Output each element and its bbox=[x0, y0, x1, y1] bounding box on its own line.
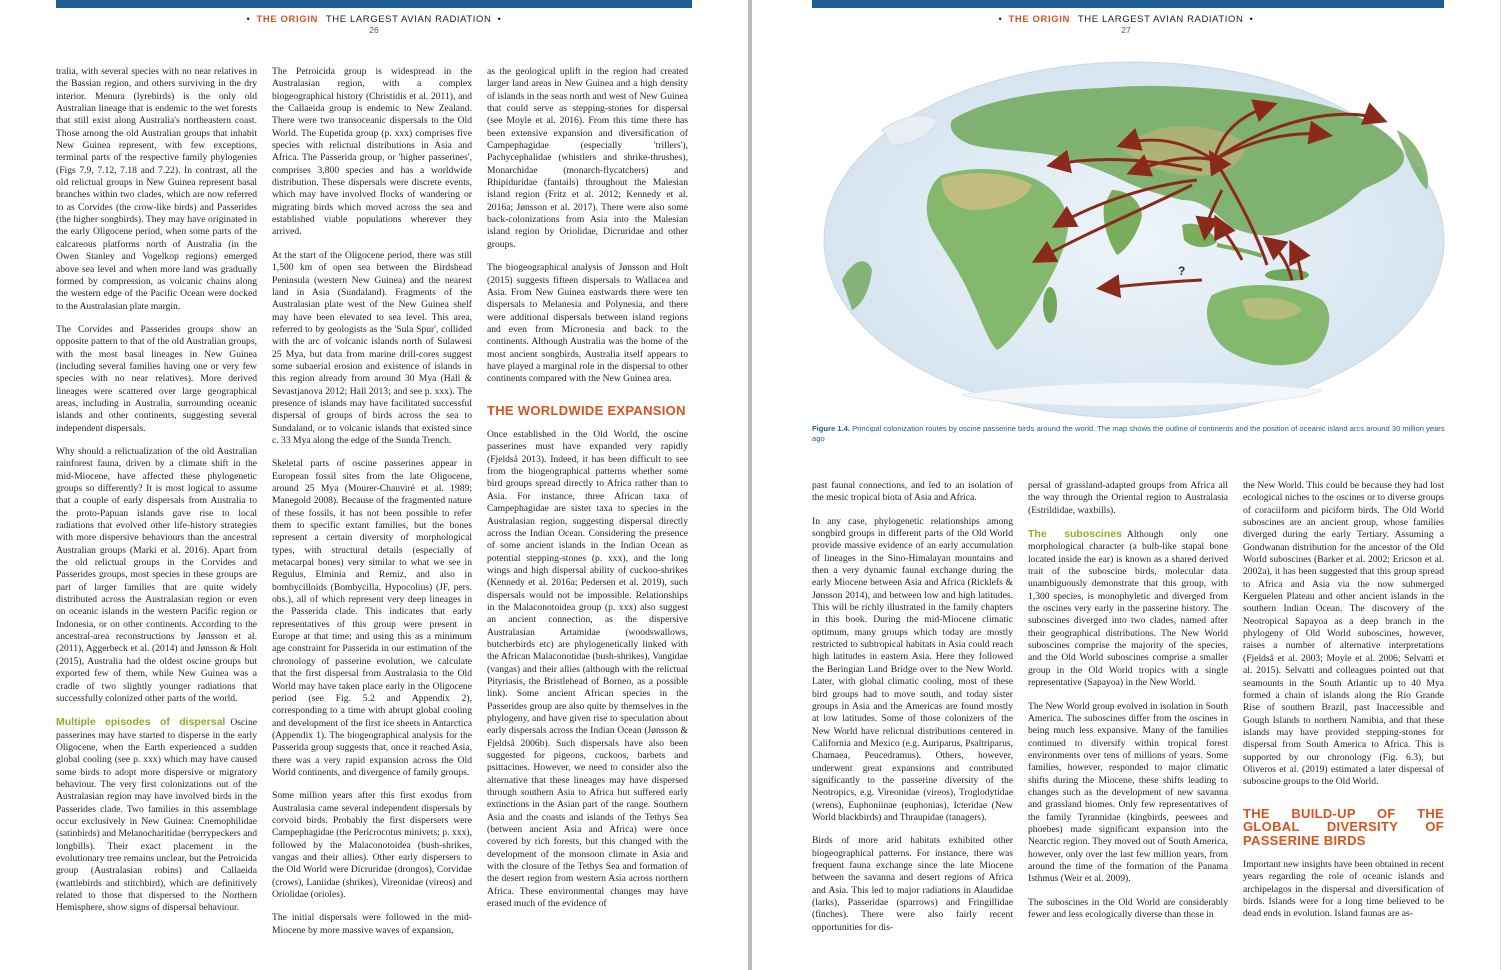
madagascar bbox=[1043, 287, 1057, 323]
paragraph: tralia, with several species with no near relatives in the Bassian region, and others surviving in the dry interior. Menura (lyrebirds) is the only old Australian lineage that is endemic to the wet forests that still exist along Australia's northeastern coast. Those among the old Australian groups that inhabit New Guinea represent, with few exceptions, terminal parts of the respective family phylogenies (Figs 7.9, 7.12, 7.18 and 7.22). In contrast, all the old relictual groups in New Guinea represent basal branches within two clades, which are now referred to as Corvides (the crow-like birds) and Passerides (the higher songbirds). They may have originated in the early Oligocene period, when some parts of the calcareous platforms north of Australia (in the Owen Stanley and Vogelkop regions) emerged above sea level and when more land was gradually formed by compression, as volcanic chains along the western edge of the Pacific Ocean were docked to the Australasian plate margin. bbox=[56, 66, 257, 312]
text-column-2 bbox=[272, 66, 472, 948]
paragraph: The Petroicida group is widespread in the Australasian region, with a complex biogeographical history (Christidis et al. 2011), and the Callaeida group is endemic to New Zealand. There were two transoceanic dispersals to the Old World. The Eupetida group (p. xxx) comprises five species with relictual distributions in Asia and Africa. The Passerida group, or 'higher passerines', comprises 3,800 species and has a worldwide distribution. These dispersals were discrete events, which may have involved flocks of wandering or migrating birds which moved across the sea and established viable populations wherever they arrived. bbox=[272, 66, 472, 238]
text-column-1 bbox=[812, 480, 1013, 945]
paragraph: Some million years after this first exodus from Australasia came several independent dispersals by corvoid birds. Probably the first dispersers were Campephagidae (the Pericrocotus minivets; p. xxx), followed by the Malaconotoidea (bush-shrikes, vangas and their allies). Other early dispersers to the Old World were Dicruridae (drongos), Corvidae (crows), Laniidae (shrikes), Vireonidae (vireos) and Oriolidae (orioles). bbox=[272, 790, 472, 900]
paragraph: At the start of the Oligocene period, there was still 1,500 km of open sea between the Birdshead Peninsula (western New Guinea) and the nearest land in Asia (Sundaland). Fragments of the Australasian plate west of the New Guinea shelf may have been elevated to sea level. This area, referred to by geologists as the 'Sula Spur', collided with the arc of volcanic islands north of Sulawesi 25 Mya, but data from marine drill-cores suggest some subaerial erosion and existence of islands in this region already from around 30 Mya (Hall & Sevastjanova 2012; Hall 2013; and see p. xxx). The presence of islands may have facilitated successful dispersal of groups of birds across the sea to Sundaland, or to volcanic islands that existed since c. 33 Mya along the edge of the Sunda Trench. bbox=[272, 249, 472, 446]
section-heading: THE WORLDWIDE EXPANSION bbox=[487, 402, 686, 418]
paragraph: The New World group evolved in isolation in South America. The suboscines differ from the oscines in being much less expansive. Many of the families continued to diversify within tropical forest environments over tens of millions of years. Some families, however, responded to major climatic shifts during the Miocene, these shifts leading to changes such as the development of new savanna and grassland biomes. Only few representatives of the family Tyrannidae (kingbirds, peewees and phoebes) made significant expansion into the Nearctic region. They moved out of South America, however, only over the last few million years, from around the time of the formation of the Panama Isthmus (Weir et al. 2009). bbox=[1028, 700, 1228, 885]
paragraph: Important new insights have been obtained in recent years regarding the role of oceanic islands and archipelagos in the dispersal and diversification of birds. Islands were for a long time believed to be dead ends in evolution. Island faunas are as- bbox=[1243, 859, 1444, 920]
running-header: • THE ORIGIN THE LARGEST AVIAN RADIATION • bbox=[998, 14, 1254, 25]
header-bar bbox=[56, 0, 692, 8]
paragraph: Once established in the Old World, the oscine passerines must have expanded very rapidly (Fjeldså 2013). Indeed, it has been difficult to see from the biogeographical patterns whether some bird groups spread directly to Africa rather than to Asia. For instance, three African taxa of Campephagidae are sister taxa to species in the Australasian region, suggesting dispersal directly across the Indian Ocean. Considering the presence of some ancient islands in the Indian Ocean as potential stepping-stones (p. xxx), and the long wings and high dispersal ability of cuckoo-shrikes (Kennedy et al. 2016a; Pedersen et al. 2019), such dispersals would not be impossible. Relationships in the Malaconotoidea group (p. xxx) also suggest an ancient connection, as the dispersive Australasian Artamidae (woodswallows, butcherbirds etc) are phylogenetically linked with the African Malaconotidae (bush-shrikes), Vangidae (vangas) and their allies (although with the relictual Pityriasis, the Bristlehead of Borneo, as a possible link). Some ancient African species in the Passerides group are also quite by themselves in the phylogeny, and have given rise to speculation about early dispersals across the Indian Ocean (Jønsson & Fjeldså 2006b). Such dispersals have also been suggested for pigeons, cuckoos, barbets and psittacines. However, we need to consider also the alternative that these lineages may have dispersed through southern Asia to Africa but suffered early extinctions in the Asian part of the range. Southern Asia and the coasts and islands of the Tethys Sea (between ancient Asia and Africa) were once covered by rich forests, but this changed with the development of the monsoon climate in Asia and with the closure of the Tethys Sea and formation of the desert region from western Asia across northern Africa. These environmental changes may have erased much of the evidence of bbox=[487, 429, 688, 910]
chapter-title: THE LARGEST AVIAN RADIATION bbox=[1077, 14, 1244, 25]
text-column-3 bbox=[1243, 480, 1444, 932]
paragraph: The initial dispersals were followed in the mid-Miocene by more massive waves of expansion, bbox=[272, 912, 472, 936]
paragraph: Why should a relictualization of the old Australian rainforest fauna, driven by a climate shift in the mid-Miocene, have affected these phylogenetic groups so differently? It is most logical to assume that a couple of early dispersals from Australia to the proto-Papuan islands gave rise to local radiations that evolved other life-history strategies with more dispersive behaviours than the ancestral Australian groups (Marki et al. 2016). Apart from the old relictual groups in the Corvides and Passerides groups, most species in these groups are part of larger families that are quite widely distributed across the Australasian region or even on oceanic islands in the western Pacific region or Indonesia, or on other continents. According to the ancestral-area reconstructions by Jønsson et al. (2011), Aggerbeck et al. (2014) and Jønsson & Holt (2015), Australia had the oldest oscine groups but exported few of them, while New Guinea was a cradle of two slightly younger radiations that successfully colonized other parts of the world. bbox=[56, 445, 257, 704]
figure-caption: Figure 1.4. Principal colonization routes by oscine passerine birds around the world. The map shows the outline of continents and the position of oceanic island arcs around 30 million years ago bbox=[812, 424, 1445, 443]
paragraph: Birds of more arid habitats exhibited other biogeographical patterns. For instance, there was frequent fauna exchange since the late Miocene between the savanna and desert regions of Africa and Asia. This led to major radiations in Alaudidae (larks), Passeridae (sparrows) and Fringillidae (finches). There were also fairly recent opportunities for dis- bbox=[812, 835, 1013, 933]
world-map-figure bbox=[822, 60, 1447, 420]
subheading: The suboscines bbox=[1028, 528, 1122, 541]
text-column-2 bbox=[1028, 480, 1228, 932]
section-heading: THE BUILD-UP OF THE GLOBAL DIVERSITY OF PASSERINE BIRDS bbox=[1243, 805, 1444, 848]
running-header: • THE ORIGIN THE LARGEST AVIAN RADIATION • bbox=[246, 14, 502, 25]
subheading: Multiple episodes of dispersal bbox=[56, 716, 226, 729]
text-column-1 bbox=[56, 66, 257, 926]
section-title: THE ORIGIN bbox=[256, 14, 318, 25]
chapter-title: THE LARGEST AVIAN RADIATION bbox=[325, 14, 492, 25]
left-page bbox=[0, 0, 748, 970]
paragraph: past faunal connections, and led to an isolation of the mesic tropical biota of Asia and Africa. bbox=[812, 480, 1013, 504]
paragraph: persal of grassland-adapted groups from Africa all the way through the Oriental region to Australasia (Estrildidae, waxbills). bbox=[1028, 480, 1228, 516]
question-mark-label: ? bbox=[1178, 264, 1186, 278]
section-title: THE ORIGIN bbox=[1008, 14, 1070, 25]
paragraph: The biogeographical analysis of Jønsson and Holt (2015) suggests fifteen dispersals to Wallacea and Asia. From New Guinea eastwards there were ten dispersals to Melanesia and Polynesia, and there were additional dispersals between island regions and even from Micronesia and back to the continents. Although Australia was the home of the most ancient songbirds, Australia itself appears to have played a marginal role in the dispersal to other continents compared with the New Guinea area. bbox=[487, 262, 688, 385]
page-number: 27 bbox=[1121, 25, 1131, 35]
page-number: 26 bbox=[369, 25, 379, 35]
text-column-3 bbox=[487, 66, 688, 922]
paragraph: The Corvides and Passerides groups show an opposite pattern to that of the old Australian groups, with the most basal lineages in New Guinea (including several families having one or very few species with no near relatives). More derived lineages were scattered over large geographical areas, including in Australia, surrounding oceanic islands and other continents, suggesting several independent dispersals. bbox=[56, 323, 257, 434]
paragraph: In any case, phylogenetic relationships among songbird groups in different parts of the Old World provide massive evidence of an early accumulation of lineages in the Sino-Himalayan mountains and then a very dynamic faunal exchange during the early Miocene between Asia and Africa (Ricklefs & Jønsson 2014), and between low and high latitudes. This will be richly illustrated in the family chapters in this book. During the mid-Miocene climatic optimum, many groups which today are mostly restricted to subtropical habitats in Asia could reach high latitudes in eastern Asia. Here they followed the Beringian Land Bridge over to the New World. Later, with global climatic cooling, most of these bird groups had to move south, and today sister groups in Asia and the Americas are found mostly at low latitudes. Some of those colonizers of the New World have relictual distributions centered in California and Mexico (e.g. Auriparus, Psaltriparus, Chamaea, Peucedramus). Others, however, underwent great expansions and contributed significantly to the passerine diversity of the Neotropics, e.g. Vireonidae (vireos), Troglodytidae (wrens), Euphoniinae (euphonias), Icteridae (New World blackbirds) and Thraupidae (tanagers). bbox=[812, 515, 1013, 823]
paragraph: The suboscines in the Old World are considerably fewer and less ecologically diverse than those in bbox=[1028, 896, 1228, 920]
header-bar bbox=[812, 0, 1444, 8]
world-map bbox=[822, 60, 1447, 420]
paragraph: Multiple episodes of dispersal Oscine passerines may have started to disperse in the early Oligocene, when the Earth experienced a sudden global cooling (see p. xxx) which may have caused some birds to adopt more dispersive or migratory behaviour. The very first colonizations out of the Australasian region may have involved birds in the Passerides clade. Two families in this assemblage occur exclusively in New Guinea: Cnemophilidae (satinbirds) and Melanocharitidae (berrypeckers and longbills). Their exact placement in the evolutionary tree remains unclear, but the Petroicida group (Australasian robins) and Callaeida (wattlebirds and stitchbird), which are definitively related to those that dispersed to the Northern Hemisphere, show signs of dispersal behaviour. bbox=[56, 716, 257, 914]
paragraph: as the geological uplift in the region had created larger land areas in New Guinea and a high density of islands in the seas north and west of New Guinea that could serve as stepping-stones for dispersal (see Moyle et al. 2016). From this time there has been extensive expansion and diversification of Campephagidae (especially 'trillers'), Pachycephalidae (whistlers and shrike-thrushes), Monarchidae (monarch-flycatchers) and Rhipiduridae (fantails) throughout the Malesian island region (Fritz et al. 2012; Kennedy et al. 2016a; Jønsson et al. 2017). There were also some back-colonizations from Asia into the Malesian island region by Oriolidae, Dicruridae and other groups. bbox=[487, 66, 688, 250]
paragraph: The suboscines Although only one morphological character (a bulb-like stapal bone located inside the ear) is known as a shared derived trait of the suboscine birds, molecular data unambiguously demonstrate that this group, with 1,300 species, is monophyletic and diverged from the oscines very early in the passerine history. The suboscines diverged into two clades, named after their geographical distributions. The New World suboscines comprise the majority of the species, and the Old World suboscines comprise a smaller group in the Old World tropics with a single representative (Sapayoa) in the New World. bbox=[1028, 528, 1228, 689]
paragraph: the New World. This could be because they had lost ecological niches to the oscines or to diverse groups of coraciiform and piciform birds. The Old World suboscines are an ancient group, whose families diverged during the early Tertiary. Assuming a Gondwanan distribution for the ancestor of the Old World suboscines (Barker et al. 2002; Ericson et al. 2002a), it has been suggested that this group spread to Africa and Asia via the now submerged Kerguelen Plateau and other ancient islands in the southern Indian Ocean. The discovery of the Neotropical Sapayoa as a deep branch in the phylogeny of Old World suboscines, however, raises a number of alternative interpretations (Fjeldså et al. 2003; Moyle et al. 2006; Selvatti et al. 2015). Selvatti and colleagues pointed out that seamounts in the South Atlantic up to 40 Mya formed a chain of islands along the Río Grande Rise of southern Brazil, past Inaccessible and Gough Islands to northern Namibia, and that these islands may have provided stepping-stones for dispersal from South America to Africa. This is supported by our chronology (Fig. 6.3), but Oliveros et al. (2019) estimated a later dispersal of suboscine groups to the Old World. bbox=[1243, 480, 1444, 788]
paragraph: Skeletal parts of oscine passerines appear in European fossil sites from the late Oligocene, around 25 Mya (Mourer-Chauviré et al. 1989; Manegold 2008). Because of the fragmented nature of these fossils, it has not been possible to refer them to specific extant families, but the bones represent a certain diversity of morphological types, with structural details (especially of metacarpal bones) very similar to what we see in Regulus, Elminia and Remiz, and also in bombycilloids (Bombycilla, Hypocolius) (JF, pers. obs.), all of which represent very deep lineages in the Passerida clade. This indicates that early representatives of this group were present in Europe at that time; and using this as a minimum age constraint for Passerida in our estimation of the chronology of passerine evolution, we calculate that the first dispersal from Australasia to the Old World may have taken place early in the Oligocene period (see Fig. 5.2 and Appendix 2), corresponding to a time with abrupt global cooling and development of the first ice sheets in Antarctica (Appendix 1). The biogeographical analysis for the Passerida group suggests that, once it reached Asia, there was a very rapid expansion across the Old World continents, and divergence of family groups. bbox=[272, 458, 472, 778]
right-page bbox=[752, 0, 1500, 970]
